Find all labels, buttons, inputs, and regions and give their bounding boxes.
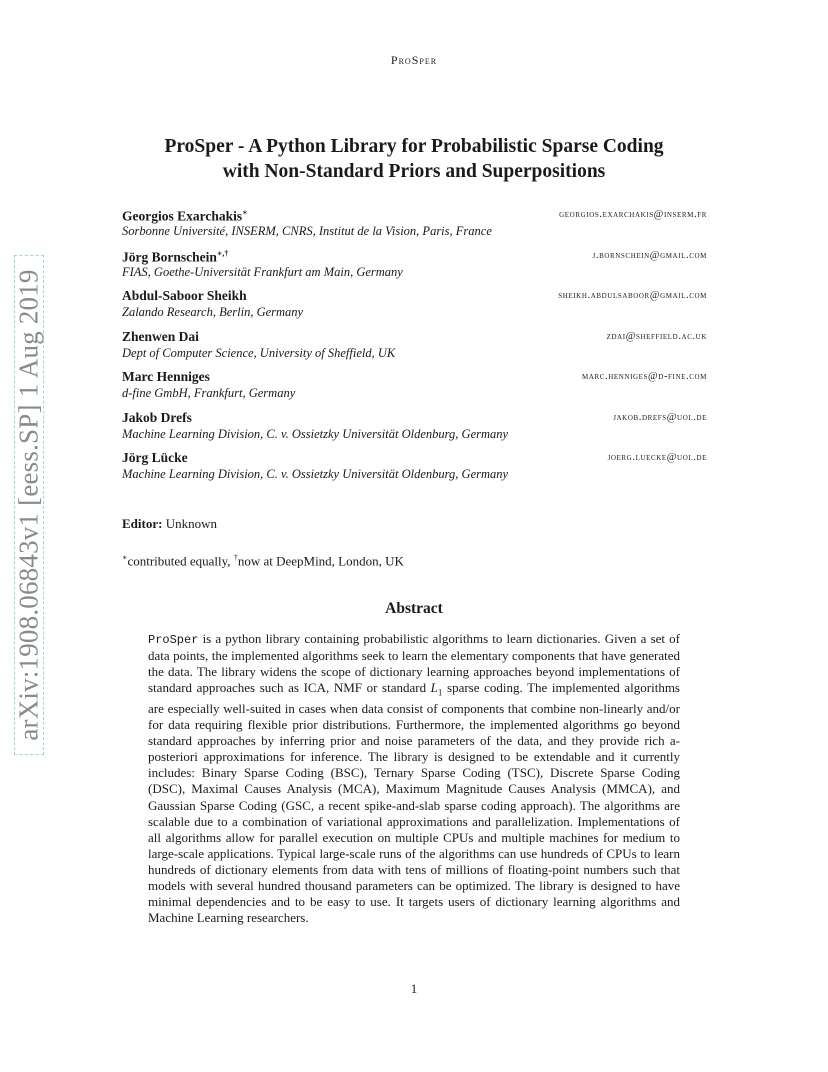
footnote-text-equal: contributed equally, (127, 553, 234, 569)
author-footnote (122, 553, 404, 569)
abstract-body (148, 631, 680, 926)
author-name: Jakob Drefs (122, 409, 192, 425)
arxiv-identifier-text: arXiv:1908.06843v1 [eess.SP] 1 Aug 2019 (13, 269, 44, 741)
library-name: ProSper (148, 633, 199, 647)
author-block (122, 248, 707, 289)
author-block (122, 410, 707, 451)
arxiv-identifier-stamp (14, 255, 44, 755)
author-mark: ∗ (242, 208, 248, 217)
l1-subscript: 1 (437, 687, 443, 698)
editor-line (122, 516, 217, 532)
author-name: Jörg Lücke (122, 450, 188, 465)
author-affiliation: Dept of Computer Science, University of Sheffield, UK (122, 345, 396, 360)
author-list (122, 207, 707, 491)
author-affiliation: Zalando Research, Berlin, Germany (122, 305, 304, 319)
abstract-text-part-2: sparse coding. The implemented algorithms are especially well-suited in cases when data consist of components that combine non-linearly and/or for data requiring flexible prior distributions. Furthermore, the implemented algorithms go beyond standard approaches by inferring prior and noise parameters of the data, and they provide rich a-posteriori approximations for inference. The library is designed to be extendable and it currently includes: Binary Sparse Coding (BSC), Ternary Sparse Coding (TSC), Discrete Sparse Coding (DSC), Maximal Causes Analysis (MCA), Maximum Magnitude Causes Analysis (MMCA), and Gaussian Sparse Coding (GSC, a recent spike-and-slab sparse coding approach). The algorithms are scalable due to a combination of variational approximations and parallelization. Implementations of all algorithms allow for parallel execution on multiple CPUs and multiple machines for medium to large-scale applications. Typical large-scale runs of the algorithms can use hundreds of CPUs to learn hundreds of dictionary elements from data with tens of millions of floating-point numbers such that models with several hundred thousand parameters can be optimized. The library is designed to have minimal dependencies and to be easy to use. It targets users of dictionary learning algorithms and Machine Learning researchers. (148, 680, 680, 926)
author-block (122, 207, 707, 248)
page-number: 1 (410, 981, 418, 996)
author-mark: ∗,† (216, 248, 229, 258)
author-affiliation: Sorbonne Université, INSERM, CNRS, Institut de la Vision, Paris, France (122, 224, 492, 238)
abstract-text-part-1: is a python library containing probabilistic algorithms to learn dictionaries. Given a set of data points, the implemented algorithms seek to learn the elementary components that have generated the data. The library widens the scope of dictionary learning approaches beyond implementations of standard approaches such as ICA, NMF or standard (148, 631, 680, 696)
author-affiliation: Machine Learning Division, C. v. Ossietzky Universität Oldenburg, Germany (122, 426, 509, 441)
editor-label: Editor: (122, 516, 163, 531)
author-email[interactable]: zdai@sheffield.ac.uk (606, 330, 707, 342)
author-email[interactable]: jakob.drefs@uol.de (613, 411, 707, 423)
abstract-heading: Abstract (385, 600, 443, 617)
author-name: Abdul-Saboor Sheikh (122, 288, 247, 303)
author-name: Jörg Bornschein∗,† (122, 248, 229, 264)
author-email[interactable]: joerg.luecke@uol.de (607, 452, 707, 463)
author-name: Georgios Exarchakis∗ (122, 208, 248, 224)
author-block (122, 369, 707, 410)
author-email[interactable]: j.bornschein@gmail.com (592, 249, 707, 261)
l1-symbol: L (430, 680, 438, 696)
author-email[interactable]: marc.henniges@d-fine.com (582, 371, 707, 382)
author-affiliation: d-fine GmbH, Frankfurt, Germany (122, 386, 296, 400)
author-name: Zhenwen Dai (122, 328, 199, 344)
footnote-mark-equal: ∗ (122, 553, 128, 562)
author-name: Marc Henniges (122, 369, 210, 384)
title-line-1: ProSper - A Python Library for Probabilistic Sparse Coding (164, 136, 664, 157)
author-email[interactable]: georgios.exarchakis@inserm.fr (559, 209, 707, 220)
author-affiliation: FIAS, Goethe-Universität Frankfurt am Main, Germany (122, 264, 403, 279)
editor-value: Unknown (165, 516, 217, 531)
author-block (122, 329, 707, 370)
footnote-text-deepmind: now at DeepMind, London, UK (237, 553, 404, 569)
title-line-2: with Non-Standard Priors and Superpositions (222, 161, 606, 182)
author-email[interactable]: sheikh.abdulsaboor@gmail.com (558, 290, 707, 301)
author-block (122, 288, 707, 329)
footnote-mark-deepmind: † (233, 553, 238, 562)
author-block (122, 450, 707, 491)
running-head: ProSper (390, 53, 438, 67)
author-affiliation: Machine Learning Division, C. v. Ossietzky Universität Oldenburg, Germany (122, 467, 509, 481)
paper-title (100, 134, 728, 184)
